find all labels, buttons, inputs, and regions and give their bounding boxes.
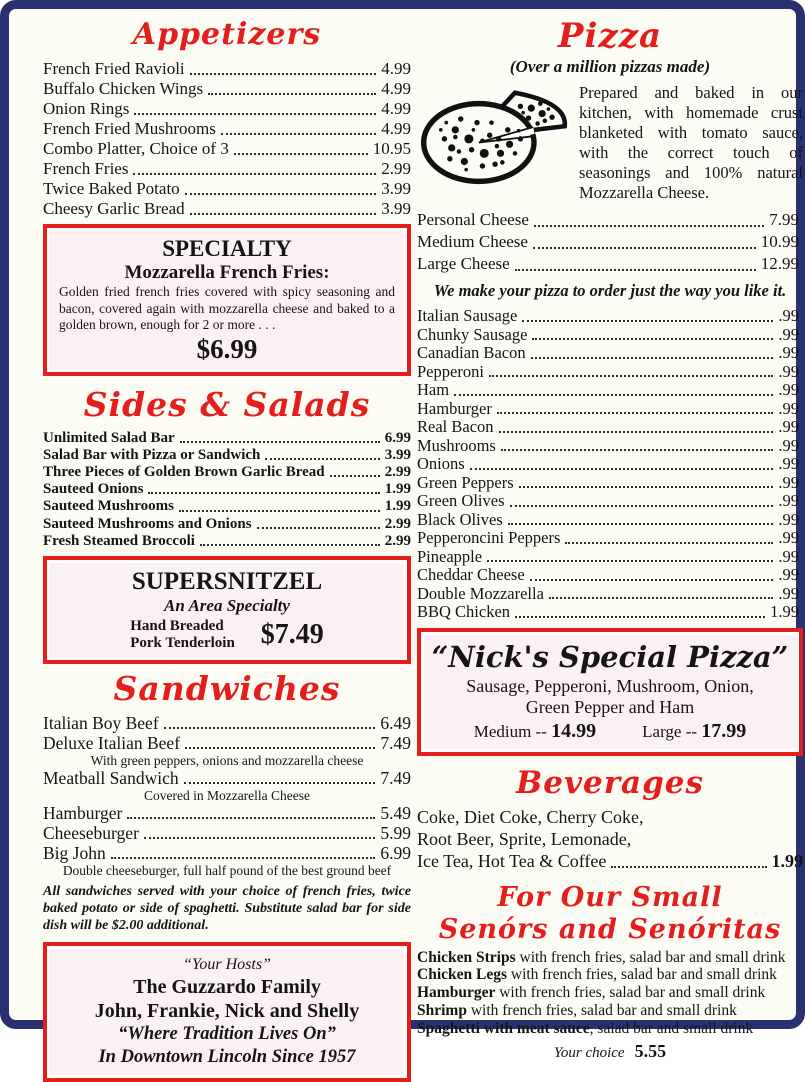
item-name: Green Peppers — [417, 472, 514, 492]
dot-leader — [179, 510, 380, 512]
choice-price: 5.55 — [634, 1041, 667, 1062]
kids-item-rest: with french fries, salad bar and small drink — [515, 948, 786, 966]
item-price: .99 — [778, 546, 799, 566]
item-name: Sauteed Onions — [43, 481, 144, 498]
menu-item-row — [417, 418, 799, 437]
dot-leader — [190, 73, 377, 75]
item-name: Hamburger — [417, 398, 492, 418]
item-name: Italian Boy Beef — [43, 712, 159, 733]
supersnitzel-item-line2: Pork Tenderloin — [130, 634, 235, 651]
hosts-location: In Downtown Lincoln Since 1957 — [98, 1046, 356, 1067]
nicks-prices — [429, 720, 791, 743]
menu-item-group — [43, 803, 411, 823]
kids-item-row — [417, 966, 803, 984]
dot-leader — [508, 523, 774, 525]
menu-item-row — [43, 79, 411, 99]
menu-item-row — [43, 430, 411, 447]
item-name: Meatball Sandwich — [43, 767, 179, 788]
kids-item-row — [417, 949, 803, 967]
dot-leader — [515, 616, 765, 618]
item-name: Onions — [417, 454, 465, 473]
item-name: Real Bacon — [417, 417, 494, 436]
menu-item-row — [43, 498, 411, 515]
pizza-icon — [417, 81, 575, 185]
dot-leader — [133, 173, 376, 175]
choice-label: Your choice — [553, 1045, 625, 1062]
sandwiches-list — [43, 713, 411, 878]
supersnitzel-subtitle: An Area Specialty — [164, 595, 290, 615]
item-name: French Fried Ravioli — [43, 59, 185, 78]
kids-item-rest: , salad bar and small drink — [589, 1019, 754, 1037]
menu-item-row — [43, 199, 411, 219]
item-price: 2.99 — [384, 515, 411, 532]
dot-leader — [200, 544, 380, 546]
dot-leader — [180, 441, 380, 443]
nicks-large — [642, 720, 746, 743]
appetizers-heading: Appetizers — [132, 17, 322, 52]
item-name: Salad Bar with Pizza or Sandwich — [43, 446, 261, 463]
item-name: French Fried Mushrooms — [43, 119, 216, 138]
item-name: Hamburger — [43, 802, 123, 823]
item-price: .99 — [778, 472, 799, 492]
item-name: Double Mozzarella — [417, 583, 544, 603]
kids-item-name: Hamburger — [417, 984, 496, 1002]
menu-item-row — [43, 803, 411, 823]
kids-item-rest: with french fries, salad bar and small drink — [507, 966, 777, 984]
menu-item-row — [417, 307, 799, 326]
menu-item-group — [43, 843, 411, 878]
item-price: 2.99 — [381, 159, 411, 178]
sides-salads-heading: Sides & Salads — [83, 384, 371, 424]
item-price: 10.95 — [372, 139, 411, 158]
item-name: Three Pieces of Golden Brown Garlic Bread — [43, 463, 325, 480]
menu-item-row — [417, 585, 799, 604]
item-price: 4.99 — [381, 59, 411, 78]
item-name: Cheddar Cheese — [417, 565, 525, 584]
menu-item-row — [43, 59, 411, 79]
dot-leader — [234, 153, 368, 155]
item-name: Green Olives — [417, 491, 505, 510]
dot-leader — [565, 542, 773, 544]
menu-item-row — [417, 326, 799, 345]
item-price: 3.99 — [384, 446, 411, 463]
nicks-title: “Nick's Special Pizza” — [431, 639, 789, 674]
beverages-heading: Beverages — [516, 764, 704, 801]
dot-leader — [530, 579, 774, 581]
menu-item-row — [43, 733, 411, 753]
item-name: Cheesy Garlic Bread — [43, 199, 185, 218]
item-name: Large Cheese — [417, 254, 510, 273]
menu-item-row — [43, 159, 411, 179]
menu-item-row — [43, 481, 411, 498]
supersnitzel-price: $7.49 — [260, 618, 324, 650]
kids-heading-line1: For Our Small — [497, 881, 723, 913]
sandwiches-footnote: All sandwiches served with your choice of french fries, twice baked potato or side of spaghetti. Substitute salad bar for side dish will be $2.00 additional. — [43, 883, 411, 933]
dot-leader — [532, 338, 773, 340]
dot-leader — [134, 113, 376, 115]
dot-leader — [127, 817, 375, 819]
supersnitzel-item — [130, 618, 235, 652]
menu-item-group — [43, 713, 411, 733]
dot-leader — [185, 193, 377, 195]
large-label: Large -- — [642, 721, 698, 741]
supersnitzel-item-row — [57, 618, 397, 652]
item-price: 3.99 — [381, 179, 411, 198]
pizza-sizes-list — [417, 209, 803, 275]
dot-leader — [501, 449, 774, 451]
item-name: Black Olives — [417, 509, 503, 529]
beverages-list — [417, 806, 803, 872]
dot-leader — [185, 747, 375, 749]
item-name: Personal Cheese — [417, 210, 529, 229]
dot-leader — [265, 458, 379, 460]
nicks-special-pizza-box — [417, 628, 803, 756]
dot-leader — [208, 93, 376, 95]
item-description: Double cheeseburger, full half pound of the best ground beef — [62, 862, 392, 878]
item-name: Twice Baked Potato — [43, 179, 180, 198]
hosts-box — [43, 942, 411, 1082]
medium-price: 14.99 — [551, 719, 597, 742]
dot-leader — [221, 133, 376, 135]
item-price: .99 — [778, 528, 799, 547]
item-name: Buffalo Chicken Wings — [43, 79, 204, 98]
item-price: .99 — [778, 491, 799, 510]
supersnitzel-title: SUPERSNITZEL — [131, 567, 323, 595]
menu-item-row — [417, 344, 799, 363]
item-price: 2.99 — [384, 463, 411, 480]
item-name: Pepperoni — [417, 361, 484, 381]
dot-leader — [164, 727, 376, 729]
item-name: Unlimited Salad Bar — [43, 429, 175, 446]
menu-item-group — [43, 768, 411, 803]
item-name: Cheeseburger — [43, 822, 139, 843]
hosts-names: John, Frankie, Nick and Shelly — [94, 999, 360, 1022]
item-price: .99 — [778, 306, 799, 325]
menu-item-row — [43, 99, 411, 119]
nicks-medium — [474, 720, 596, 743]
item-price: 1.99 — [384, 481, 411, 498]
item-price: 1.99 — [770, 602, 799, 621]
menu-item-row — [417, 400, 799, 419]
menu-item-row — [417, 209, 799, 231]
dot-leader — [522, 320, 773, 322]
item-price: .99 — [778, 583, 799, 603]
kids-item-name: Chicken Legs — [417, 966, 507, 984]
item-name: Mushrooms — [417, 435, 496, 455]
item-description: With green peppers, onions and mozzarella cheese — [90, 752, 364, 768]
beverages-line3-row — [417, 850, 803, 872]
item-price: .99 — [778, 454, 799, 473]
item-name: Pepperoncini Peppers — [417, 528, 561, 547]
item-price: .99 — [778, 509, 799, 529]
specialty-box — [43, 224, 411, 376]
menu-item-group — [43, 733, 411, 768]
dot-leader — [519, 486, 774, 488]
item-name: Fresh Steamed Broccoli — [43, 532, 195, 549]
sides-salads-list — [43, 430, 411, 550]
item-name: Onion Rings — [43, 99, 130, 118]
sandwiches-heading: Sandwiches — [113, 668, 341, 708]
nicks-description-line1: Sausage, Pepperoni, Mushroom, Onion, — [466, 675, 754, 696]
item-price: 5.49 — [380, 802, 411, 823]
item-price: 6.99 — [384, 429, 411, 446]
specialty-subtitle: Mozzarella French Fries: — [124, 262, 330, 283]
beverages-line1: Coke, Diet Coke, Cherry Coke, — [417, 806, 644, 827]
hosts-family: The Guzzardo Family — [133, 975, 321, 998]
beverages-line2: Root Beer, Sprite, Lemonade, — [417, 828, 632, 849]
large-price: 17.99 — [701, 719, 747, 742]
item-name: Big John — [43, 842, 106, 863]
pizza-description: Prepared and baked in our kitchen, with homemade crust blanketed with tomato sauce, with the correct touch of seasonings and 100% natural Mozzarella Cheese. — [579, 83, 803, 202]
menu-item-row — [43, 843, 411, 863]
dot-leader — [549, 597, 773, 599]
item-price: .99 — [778, 398, 799, 418]
hosts-motto: “Where Tradition Lives On” — [118, 1023, 336, 1044]
medium-label: Medium -- — [473, 721, 547, 741]
item-price: .99 — [778, 380, 799, 399]
menu-item-row — [417, 566, 799, 585]
item-price: .99 — [778, 435, 799, 455]
dot-leader — [144, 837, 375, 839]
menu-item-group — [43, 823, 411, 843]
menu-item-row — [43, 516, 411, 533]
specialty-title: SPECIALTY — [162, 236, 292, 261]
dot-leader — [611, 866, 766, 868]
dot-leader — [531, 357, 774, 359]
item-name: Canadian Bacon — [417, 343, 526, 362]
dot-leader — [190, 213, 377, 215]
dot-leader — [497, 412, 774, 414]
item-price: 7.49 — [380, 732, 411, 753]
dot-leader — [533, 247, 756, 249]
item-price: .99 — [778, 324, 799, 344]
dot-leader — [330, 475, 380, 477]
dot-leader — [470, 468, 774, 470]
supersnitzel-item-line1: Hand Breaded — [130, 617, 224, 634]
specialty-price: $6.99 — [196, 333, 258, 364]
kids-heading — [417, 882, 803, 946]
item-name: BBQ Chicken — [417, 602, 511, 621]
item-price: .99 — [778, 565, 799, 584]
item-price: 3.99 — [381, 199, 411, 218]
dot-leader — [515, 269, 756, 271]
menu-item-row — [43, 179, 411, 199]
kids-item-rest: with french fries, salad bar and small drink — [466, 1001, 737, 1019]
specialty-description: Golden fried french fries covered with spicy seasoning and bacon, covered again with mozzarella cheese and baked to a golden brown, enough for 2 or more . . . — [59, 284, 395, 332]
dot-leader — [499, 431, 774, 433]
item-name: Sauteed Mushrooms and Onions — [43, 515, 252, 532]
kids-item-row — [417, 1020, 803, 1038]
hosts-quote: “Your Hosts” — [183, 955, 271, 973]
kids-list — [417, 949, 803, 1038]
item-price: .99 — [778, 417, 799, 436]
menu-item-row — [417, 474, 799, 493]
item-price: .99 — [778, 361, 799, 381]
kids-item-name: Shrimp — [417, 1001, 467, 1019]
item-price: 4.99 — [381, 99, 411, 118]
item-price: .99 — [778, 343, 799, 362]
item-price: 7.99 — [769, 210, 799, 229]
menu-item-row — [43, 447, 411, 464]
menu-item-row — [417, 381, 799, 400]
item-name: Sauteed Mushrooms — [43, 498, 174, 515]
beverages-line3: Ice Tea, Hot Tea & Coffee — [417, 850, 607, 871]
pizza-heading: Pizza — [557, 16, 663, 56]
menu-item-row — [417, 455, 799, 474]
item-name: Ham — [417, 380, 450, 399]
item-price: 1.99 — [384, 498, 411, 515]
kids-item-name: Spaghetti with meat sauce — [417, 1019, 590, 1037]
menu-item-row — [417, 603, 799, 622]
item-name: French Fries — [43, 159, 129, 178]
dot-leader — [111, 857, 376, 859]
dot-leader — [510, 505, 774, 507]
kids-heading-line2: Senórs and Senóritas — [438, 913, 782, 945]
kids-item-name: Chicken Strips — [417, 948, 516, 966]
menu-item-row — [43, 119, 411, 139]
menu-item-row — [417, 492, 799, 511]
supersnitzel-box — [43, 556, 411, 664]
pizza-tagline: (Over a million pizzas made) — [509, 57, 711, 76]
menu-item-row — [43, 768, 411, 788]
nicks-description-line2: Green Pepper and Ham — [525, 696, 695, 717]
kids-item-rest: with french fries, salad bar and small drink — [495, 984, 766, 1002]
dot-leader — [454, 394, 773, 396]
dot-leader — [148, 492, 379, 494]
item-price: 5.99 — [380, 822, 411, 843]
item-name: Chunky Sausage — [417, 324, 528, 344]
left-column — [43, 17, 411, 1082]
menu-item-row — [417, 363, 799, 382]
dot-leader — [487, 560, 773, 562]
menu-item-row — [43, 823, 411, 843]
item-price: 6.99 — [380, 842, 411, 863]
item-price: 10.99 — [760, 232, 799, 251]
pizza-intro — [417, 79, 803, 203]
item-name: Deluxe Italian Beef — [43, 732, 181, 753]
menu-item-row — [417, 529, 799, 548]
item-name: Combo Platter, Choice of 3 — [43, 139, 229, 158]
menu-item-row — [43, 464, 411, 481]
kids-choice-row — [417, 1041, 803, 1062]
item-name: Italian Sausage — [417, 306, 518, 325]
pizza-note: We make your pizza to order just the way you like it. — [433, 281, 787, 300]
appetizers-list — [43, 59, 411, 219]
menu-item-row — [417, 253, 799, 275]
item-price: 4.99 — [381, 79, 411, 98]
item-price: 2.99 — [384, 532, 411, 549]
dot-leader — [534, 225, 764, 227]
kids-item-row — [417, 984, 803, 1002]
dot-leader — [184, 782, 376, 784]
menu-item-row — [43, 533, 411, 550]
item-price: 7.49 — [380, 767, 411, 788]
right-column — [417, 17, 803, 1062]
menu-item-row — [43, 713, 411, 733]
kids-item-row — [417, 1002, 803, 1020]
dot-leader — [489, 375, 773, 377]
pizza-toppings-list — [417, 307, 803, 622]
dot-leader — [257, 527, 380, 529]
beverages-price: 1.99 — [771, 850, 803, 871]
item-description: Covered in Mozzarella Cheese — [143, 787, 311, 803]
item-name: Pineapple — [417, 546, 483, 566]
menu-item-row — [417, 548, 799, 567]
item-price: 6.49 — [380, 712, 411, 733]
menu-item-row — [43, 139, 411, 159]
item-price: 12.99 — [760, 254, 799, 273]
menu-item-row — [417, 437, 799, 456]
item-name: Medium Cheese — [417, 232, 528, 251]
menu-item-row — [417, 511, 799, 530]
menu-item-row — [417, 231, 799, 253]
item-price: 4.99 — [381, 119, 411, 138]
